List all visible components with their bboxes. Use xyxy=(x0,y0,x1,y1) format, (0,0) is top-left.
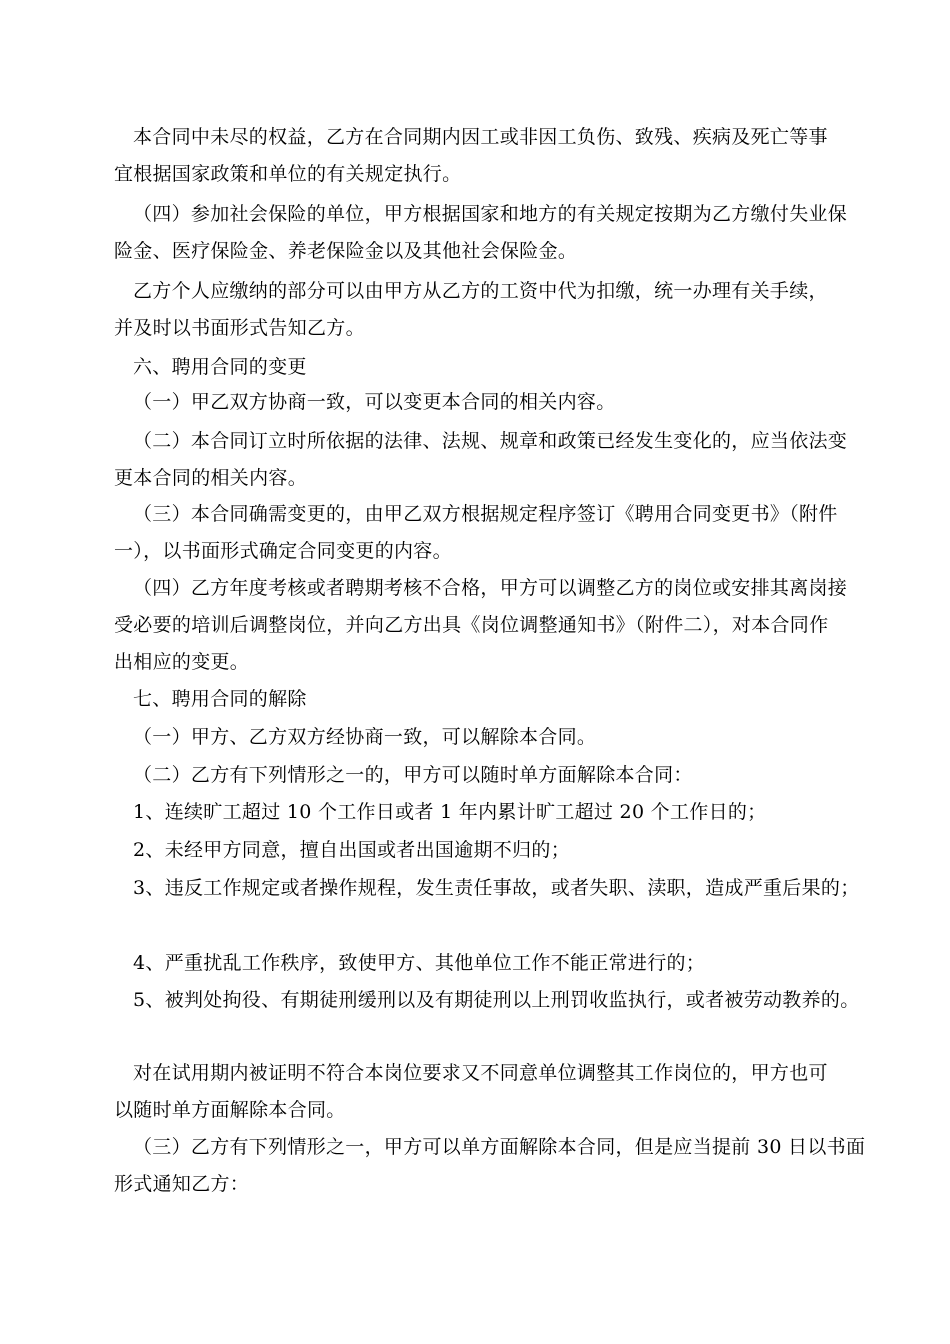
paragraph-1-line-2: 宜根据国家政策和单位的有关规定执行。 xyxy=(114,163,462,185)
paragraph-16-line-1: 5、被判处拘役、有期徒刑缓刑以及有期徒刑以上刑罚收监执行，或者被劳动教养的。 xyxy=(133,989,860,1011)
paragraph-9-line-1: 七、聘用合同的解除 xyxy=(133,688,307,710)
paragraph-8-line-1: （四）乙方年度考核或者聘期考核不合格，甲方可以调整乙方的岗位或安排其离岗接 xyxy=(133,577,848,599)
paragraph-2-line-1: （四）参加社会保险的单位，甲方根据国家和地方的有关规定按期为乙方缴付失业保 xyxy=(133,203,848,225)
paragraph-6-line-1: （二）本合同订立时所依据的法律、法规、规章和政策已经发生变化的，应当依法变 xyxy=(133,430,848,452)
paragraph-13-line-1: 2、未经甲方同意，擅自出国或者出国逾期不归的； xyxy=(133,839,570,861)
paragraph-7-line-2: 一），以书面形式确定合同变更的内容。 xyxy=(114,540,452,562)
paragraph-3-line-2: 并及时以书面形式告知乙方。 xyxy=(114,317,365,339)
paragraph-17-line-2: 以随时单方面解除本合同。 xyxy=(114,1099,346,1121)
paragraph-8-line-3: 出相应的变更。 xyxy=(114,651,250,673)
paragraph-4-line-1: 六、聘用合同的变更 xyxy=(133,356,307,378)
paragraph-5-line-1: （一）甲乙双方协商一致，可以变更本合同的相关内容。 xyxy=(133,391,616,413)
paragraph-7-line-1: （三）本合同确需变更的，由甲乙双方根据规定程序签订《聘用合同变更书》（附件 xyxy=(133,503,838,525)
paragraph-11-line-1: （二）乙方有下列情形之一的，甲方可以随时单方面解除本合同： xyxy=(133,764,693,786)
paragraph-18-line-2: 形式通知乙方： xyxy=(114,1173,250,1195)
paragraph-8-line-2: 受必要的培训后调整岗位，并向乙方出具《岗位调整通知书》（附件二），对本合同作 xyxy=(114,614,829,636)
paragraph-10-line-1: （一）甲方、乙方双方经协商一致，可以解除本合同。 xyxy=(133,726,597,748)
paragraph-17-line-1: 对在试用期内被证明不符合本岗位要求又不同意单位调整其工作岗位的，甲方也可 xyxy=(133,1062,828,1084)
paragraph-2-line-2: 险金、医疗保险金、养老保险金以及其他社会保险金。 xyxy=(114,240,578,262)
paragraph-6-line-2: 更本合同的相关内容。 xyxy=(114,467,308,489)
paragraph-12-line-1: 1、连续旷工超过 10 个工作日或者 1 年内累计旷工超过 20 个工作日的； xyxy=(133,801,767,823)
paragraph-15-line-1: 4、严重扰乱工作秩序，致使甲方、其他单位工作不能正常进行的； xyxy=(133,952,706,974)
paragraph-1-line-1: 本合同中未尽的权益，乙方在合同期内因工或非因工负伤、致残、疾病及死亡等事 xyxy=(133,126,828,148)
paragraph-18-line-1: （三）乙方有下列情形之一，甲方可以单方面解除本合同，但是应当提前 30 日以书面 xyxy=(133,1136,866,1158)
paragraph-14-line-1: 3、违反工作规定或者操作规程，发生责任事故，或者失职、渎职，造成严重后果的； xyxy=(133,877,860,899)
paragraph-3-line-1: 乙方个人应缴纳的部分可以由甲方从乙方的工资中代为扣缴，统一办理有关手续， xyxy=(133,280,828,302)
